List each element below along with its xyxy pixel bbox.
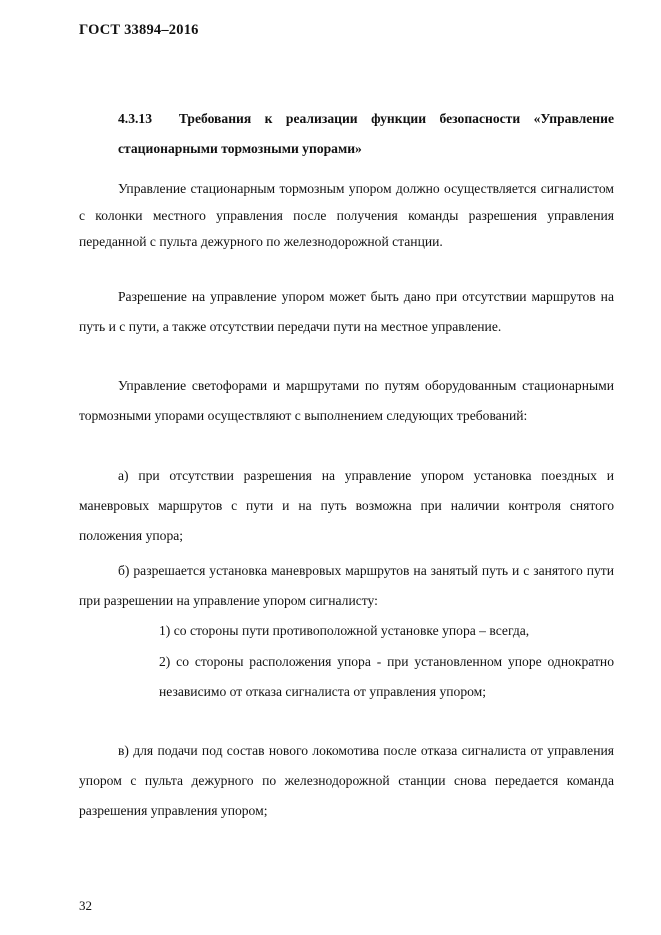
list-item-a: а) при отсутствии разрешения на управление упором установка поездных и маневровых маршрутов с пути и на путь возможна при наличии контроля снятого положения упора; (79, 468, 614, 543)
list-item-v: в) для подачи под состав нового локомотива после отказа сигналиста от управления упором с пульта дежурного по железнодорожной станции снова передается команда разрешения управления упором; (79, 743, 614, 818)
section-title: Требования к реализации функции безопасности «Управление стационарными тормозными упорами» (118, 111, 614, 156)
page-number: 32 (79, 898, 92, 913)
section-heading (118, 104, 614, 164)
sub-item-2: 2) со стороны расположения упора - при установленном упоре однократно независимо от отказа сигналиста от управления упором; (159, 654, 614, 699)
sub-item-1: 1) со стороны пути противоположной установке упора – всегда, (159, 623, 530, 638)
paragraph-control-by-signalman: Управление стационарным тормозным упором должно осуществляется сигналистом с колонки местного управления после получения команды разрешения управления переданной с пульта дежурного по железнодорожной станции. (79, 181, 614, 249)
document-header: ГОСТ 33894–2016 (79, 22, 199, 38)
list-item-b: б) разрешается установка маневровых маршрутов на занятый путь и с занятого пути при разрешении на управление упором сигналисту: (79, 563, 614, 608)
paragraph-permission-conditions: Разрешение на управление упором может быть дано при отсутствии маршрутов на путь и с пути, а также отсутствии передачи пути на местное управление. (79, 289, 614, 334)
paragraph-requirements-intro: Управление светофорами и маршрутами по путям оборудованным стационарными тормозными упорами осуществляют с выполнением следующих требований: (79, 378, 614, 423)
section-number: 4.3.13 (118, 111, 152, 126)
